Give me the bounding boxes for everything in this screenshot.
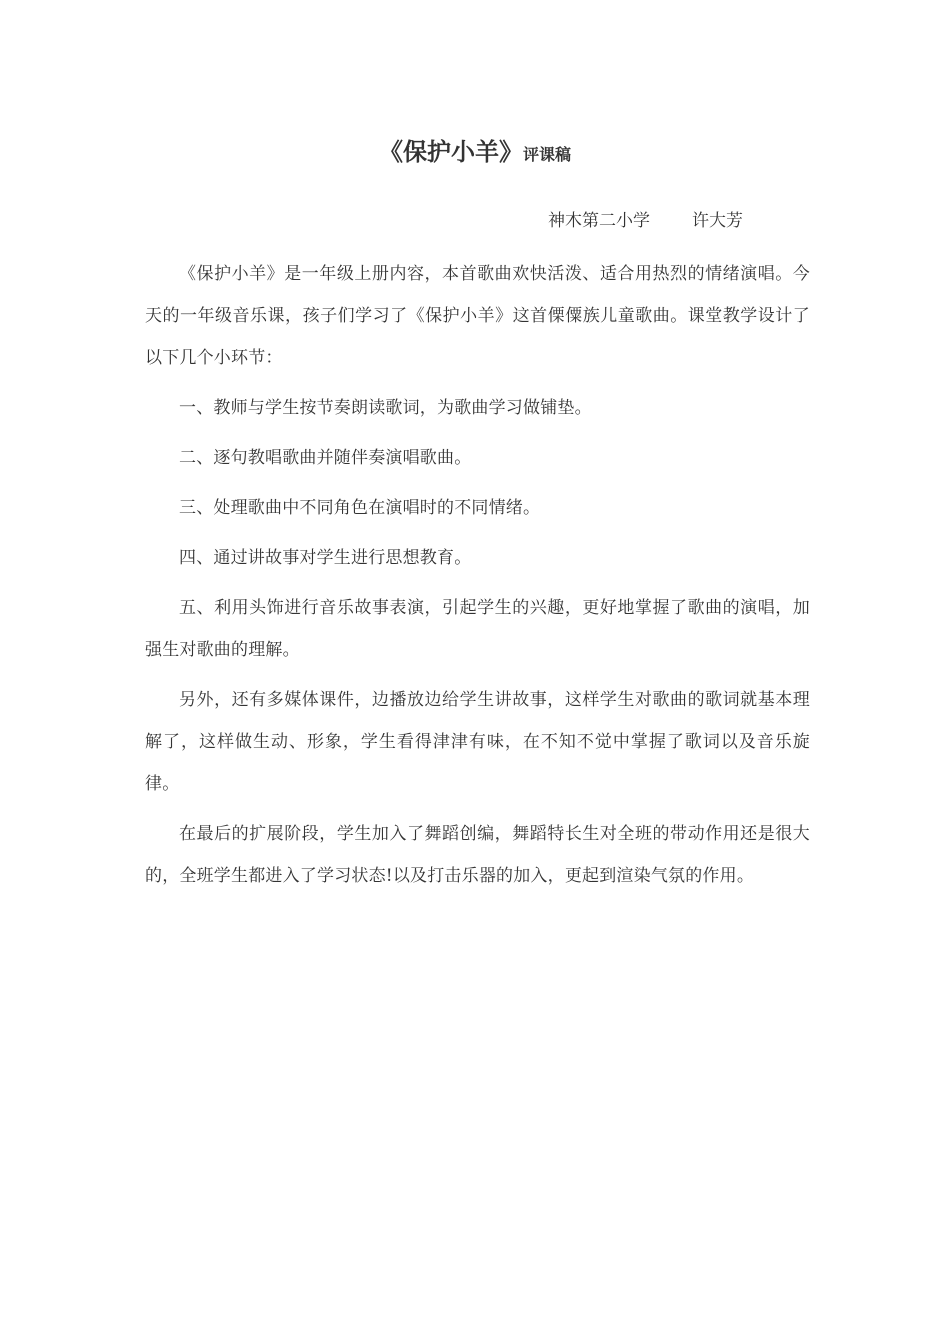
byline (548, 206, 743, 231)
paragraph-step-1: 一、教师与学生按节奏朗读歌词，为歌曲学习做铺垫。 (179, 398, 592, 418)
title-suffix: 评课稿 (522, 145, 571, 164)
document-title (0, 132, 950, 167)
paragraph-intro: 《保护小羊》是一年级上册内容，本首歌曲欢快活泼、适合用热烈的情绪演唱。今天的一年级音乐课，孩子们学习了《保护小羊》这首傈僳族儿童歌曲。课堂教学设计了以下几个小环节： (145, 264, 810, 368)
paragraph-step-4: 四、通过讲故事对学生进行思想教育。 (179, 548, 472, 568)
title-main: 《保护小羊》 (378, 138, 523, 166)
paragraph-step-2: 二、逐句教唱歌曲并随伴奏演唱歌曲。 (179, 448, 472, 468)
paragraph-conclusion: 在最后的扩展阶段，学生加入了舞蹈创编，舞蹈特长生对全班的带动作用还是很大的，全班学生都进入了学习状态!以及打击乐器的加入，更起到渲染气氛的作用。 (145, 824, 810, 886)
paragraph-step-3: 三、处理歌曲中不同角色在演唱时的不同情绪。 (179, 498, 541, 518)
school-name: 神木第二小学 (548, 211, 650, 231)
author-name: 许大芳 (692, 211, 743, 231)
document-body (145, 253, 810, 897)
paragraph-multimedia: 另外，还有多媒体课件，边播放边给学生讲故事，这样学生对歌曲的歌词就基本理解了，这样做生动、形象，学生看得津津有味，在不知不觉中掌握了歌词以及音乐旋律。 (145, 690, 810, 794)
paragraph-step-5: 五、利用头饰进行音乐故事表演，引起学生的兴趣，更好地掌握了歌曲的演唱，加强生对歌曲的理解。 (145, 598, 810, 660)
